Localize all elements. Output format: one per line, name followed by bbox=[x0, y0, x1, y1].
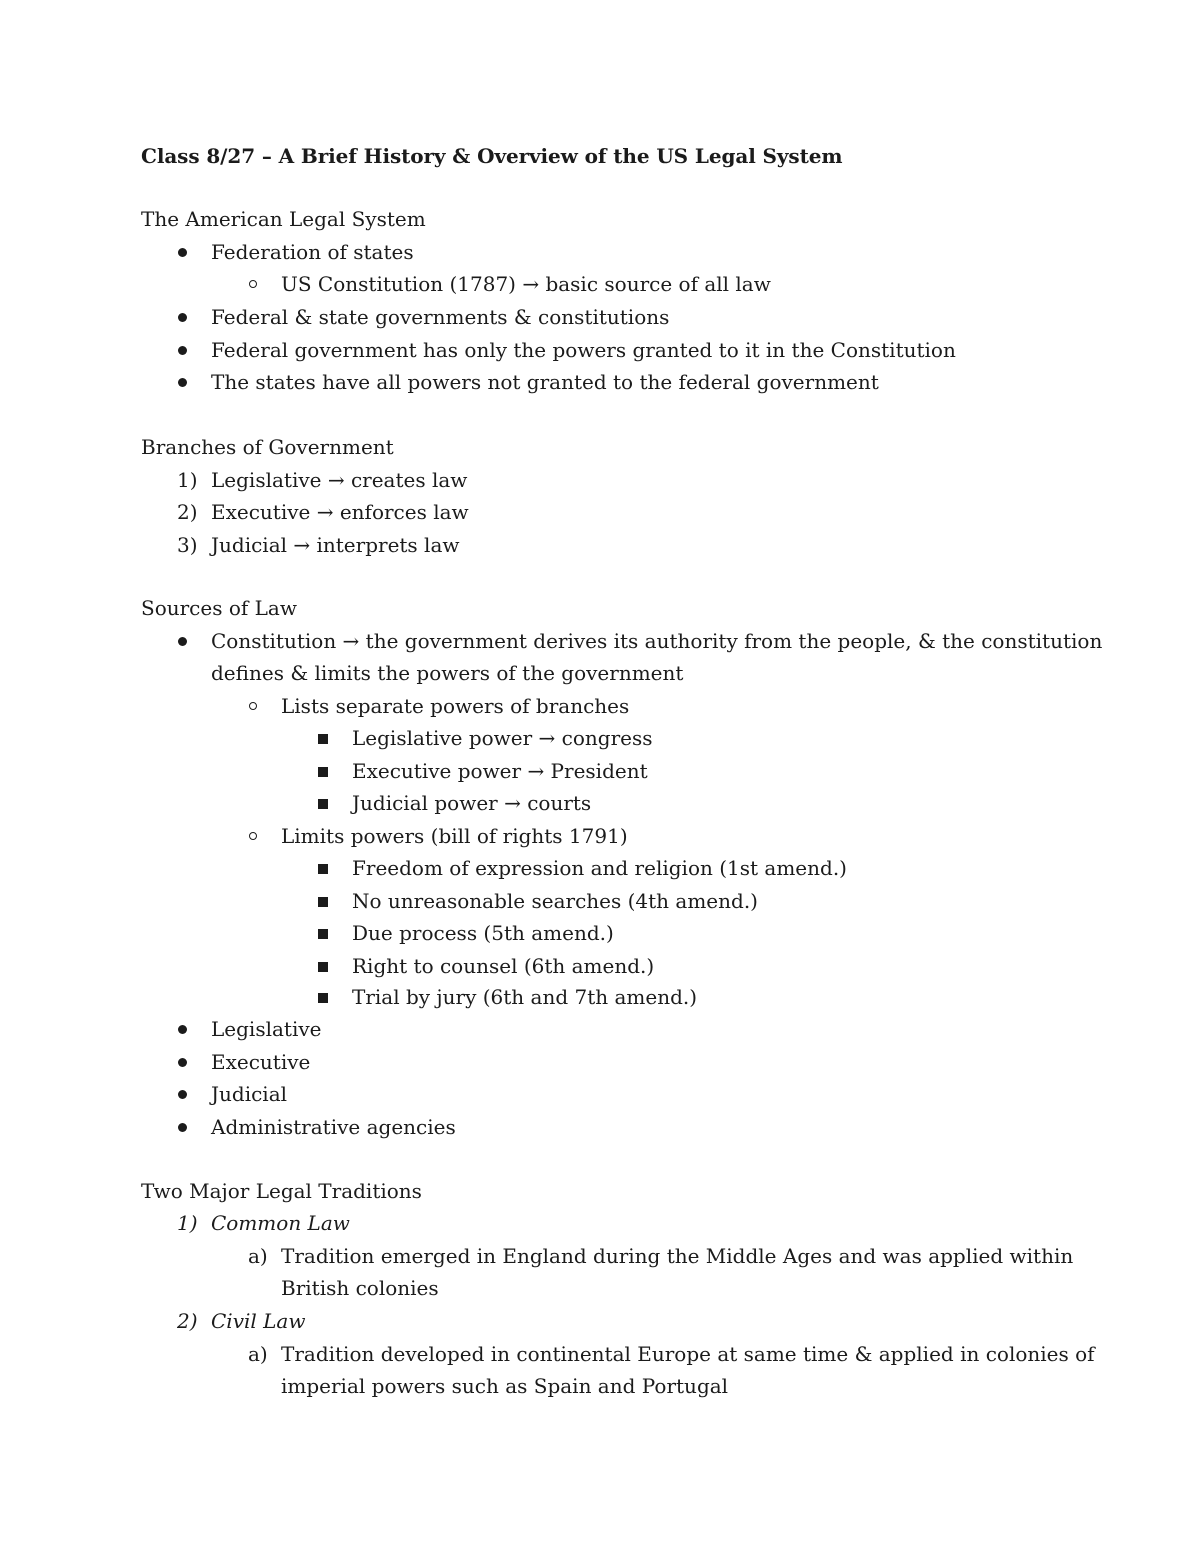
list-item: Federal government has only the powers granted to it in the Constitution bbox=[211, 338, 956, 362]
list-item: Judicial power → courts bbox=[352, 791, 592, 815]
list-number: 2) bbox=[177, 500, 198, 524]
list-letter: a) bbox=[248, 1244, 268, 1268]
bullet-square-icon bbox=[318, 799, 328, 809]
list-item: Judicial bbox=[211, 1082, 288, 1106]
list-item: Constitution → the government derives its authority from the people, & the constitution bbox=[211, 629, 1103, 653]
bullet-disc-icon bbox=[178, 1123, 187, 1132]
bullet-disc-icon bbox=[178, 248, 187, 257]
bullet-circle-icon bbox=[249, 280, 257, 288]
list-item-civil-law: Civil Law bbox=[211, 1309, 306, 1333]
bullet-square-icon bbox=[318, 962, 328, 972]
list-item-continuation: imperial powers such as Spain and Portugal bbox=[281, 1374, 729, 1398]
list-item: Executive power → President bbox=[352, 759, 648, 783]
list-item: Federal & state governments & constitutions bbox=[211, 305, 670, 329]
list-number: 2) bbox=[177, 1309, 198, 1333]
bullet-square-icon bbox=[318, 897, 328, 907]
list-item: Administrative agencies bbox=[211, 1115, 456, 1139]
list-item: No unreasonable searches (4th amend.) bbox=[352, 889, 758, 913]
list-item-continuation: British colonies bbox=[281, 1276, 439, 1300]
list-item: Right to counsel (6th amend.) bbox=[352, 954, 655, 978]
list-item: Legislative bbox=[211, 1017, 322, 1041]
list-item: Executive bbox=[211, 1050, 311, 1074]
list-item: Federation of states bbox=[211, 240, 414, 264]
bullet-square-icon bbox=[318, 767, 328, 777]
list-item: Executive → enforces law bbox=[211, 500, 469, 524]
list-item-common-law: Common Law bbox=[211, 1211, 350, 1235]
list-item: Due process (5th amend.) bbox=[352, 921, 614, 945]
bullet-disc-icon bbox=[178, 378, 187, 387]
section-heading-branches: Branches of Government bbox=[141, 435, 394, 459]
section-heading-traditions: Two Major Legal Traditions bbox=[141, 1179, 422, 1203]
section-heading-sources: Sources of Law bbox=[141, 596, 297, 620]
bullet-square-icon bbox=[318, 993, 328, 1003]
list-item: Trial by jury (6th and 7th amend.) bbox=[352, 985, 698, 1009]
list-item: The states have all powers not granted to the federal government bbox=[211, 370, 879, 394]
list-item: Limits powers (bill of rights 1791) bbox=[281, 824, 628, 848]
bullet-circle-icon bbox=[249, 702, 257, 710]
list-item: Tradition emerged in England during the Middle Ages and was applied within bbox=[281, 1244, 1074, 1268]
bullet-disc-icon bbox=[178, 1090, 187, 1099]
bullet-square-icon bbox=[318, 734, 328, 744]
bullet-circle-icon bbox=[249, 832, 257, 840]
section-heading-american-legal-system: The American Legal System bbox=[141, 207, 426, 231]
list-item: Tradition developed in continental Europe at same time & applied in colonies of bbox=[281, 1342, 1095, 1366]
bullet-square-icon bbox=[318, 929, 328, 939]
list-number: 3) bbox=[177, 533, 198, 557]
bullet-square-icon bbox=[318, 864, 328, 874]
list-item: Freedom of expression and religion (1st amend.) bbox=[352, 856, 847, 880]
bullet-disc-icon bbox=[178, 346, 187, 355]
bullet-disc-icon bbox=[178, 1025, 187, 1034]
list-number: 1) bbox=[177, 468, 198, 492]
bullet-disc-icon bbox=[178, 313, 187, 322]
page-title: Class 8/27 – A Brief History & Overview of the US Legal System bbox=[141, 144, 843, 168]
list-item: Judicial → interprets law bbox=[211, 533, 460, 557]
list-item: Legislative power → congress bbox=[352, 726, 653, 750]
list-letter: a) bbox=[248, 1342, 268, 1366]
list-item: Lists separate powers of branches bbox=[281, 694, 630, 718]
list-item: US Constitution (1787) → basic source of all law bbox=[281, 272, 771, 296]
list-number: 1) bbox=[177, 1211, 198, 1235]
list-item-continuation: defines & limits the powers of the government bbox=[211, 661, 684, 685]
list-item: Legislative → creates law bbox=[211, 468, 468, 492]
bullet-disc-icon bbox=[178, 1058, 187, 1067]
bullet-disc-icon bbox=[178, 637, 187, 646]
